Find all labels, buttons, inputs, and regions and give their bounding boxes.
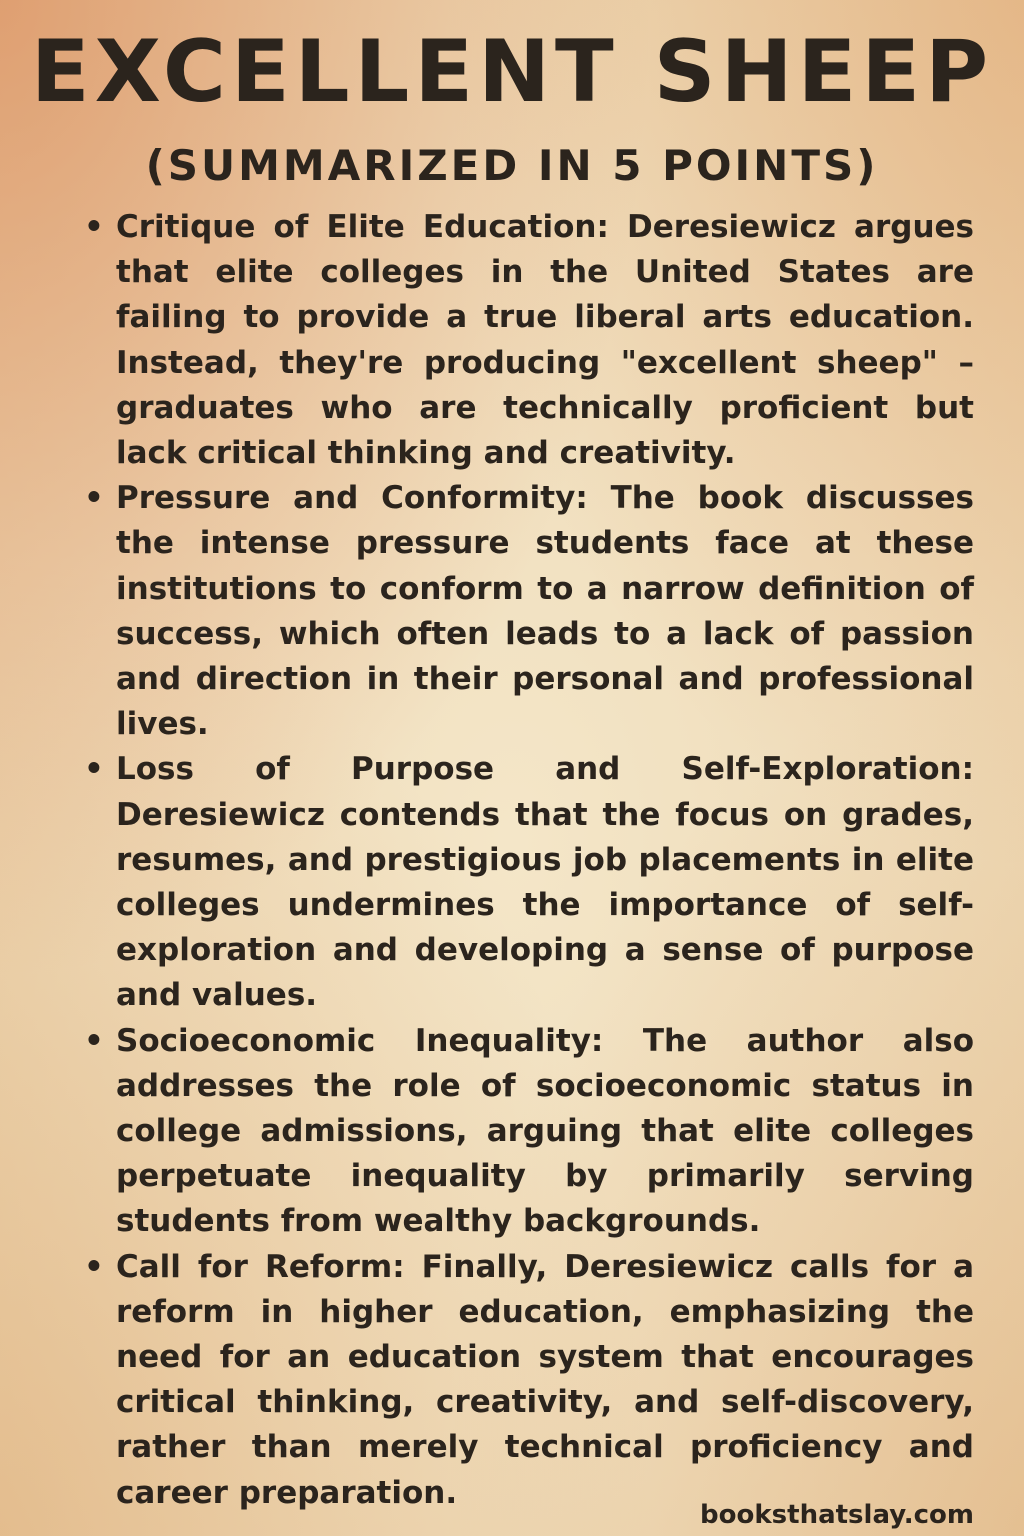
- bullet-icon: •: [84, 1022, 104, 1059]
- summary-point-3: [82, 747, 974, 1018]
- bullet-icon: •: [84, 1248, 104, 1285]
- summary-point-5: [82, 1245, 974, 1516]
- summary-point-1: [82, 205, 974, 476]
- summary-point-text: Call for Reform: Finally, Deresiewicz calls for a reform in higher education, emphasizing the need for an education system that encourages critical thinking, creativity, and self-discovery, rather than merely technical proficiency and career preparation.: [116, 1248, 974, 1511]
- summary-point-text: Socioeconomic Inequality: The author also addresses the role of socioeconomic status in college admissions, arguing that elite colleges perpetuate inequality by primarily serving students from wealthy backgrounds.: [116, 1022, 974, 1240]
- summary-point-4: [82, 1019, 974, 1245]
- source-website: booksthatslay.com: [700, 1500, 974, 1530]
- page-subtitle: (SUMMARIZED IN 5 POINTS): [145, 141, 879, 190]
- page-title: EXCELLENT SHEEP: [30, 22, 994, 122]
- summary-point-text: Loss of Purpose and Self-Exploration: Deresiewicz contends that the focus on grades, resumes, and prestigious job placements in elite colleges undermines the importance of self-exploration and developing a sense of purpose and values.: [116, 751, 974, 1014]
- summary-points-list: [82, 205, 974, 1516]
- summary-point-text: Critique of Elite Education: Deresiewicz argues that elite colleges in the United States are failing to provide a true liberal arts education. Instead, they're producing "excellent sheep" – graduates who are technically proficient but lack critical thinking and creativity.: [116, 209, 974, 472]
- bullet-icon: •: [84, 480, 104, 517]
- summary-point-text: Pressure and Conformity: The book discusses the intense pressure students face at these institutions to conform to a narrow definition of success, which often leads to a lack of passion and direction in their personal and professional lives.: [116, 480, 974, 743]
- summary-point-2: [82, 476, 974, 747]
- bullet-icon: •: [84, 209, 104, 245]
- bullet-icon: •: [84, 751, 104, 788]
